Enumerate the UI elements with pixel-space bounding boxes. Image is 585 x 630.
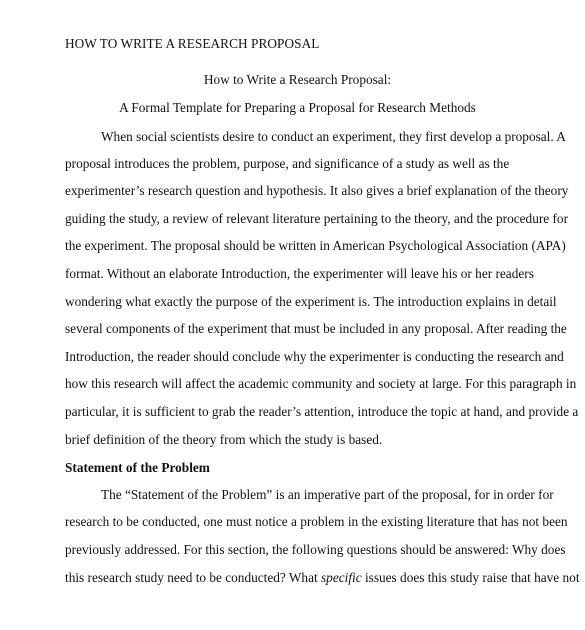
document-header: HOW TO WRITE A RESEARCH PROPOSAL: [65, 36, 320, 51]
intro-line: Introduction, the reader should conclude why the experimenter is conducting the research and: [65, 349, 564, 364]
text-run: issues does this study raise that have not: [361, 570, 580, 585]
page-fade-overlay: [0, 594, 585, 630]
emphasis-text: specific: [321, 570, 362, 585]
intro-line: wondering what exactly the purpose of the experiment is. The introduction explains in detail: [65, 294, 557, 309]
document-title: How to Write a Research Proposal:: [203, 72, 392, 87]
intro-line: When social scientists desire to conduct an experiment, they first develop a proposal. A: [101, 129, 566, 144]
intro-line: particular, it is sufficient to grab the reader’s attention, introduce the topic at hand, and provide a: [65, 404, 579, 419]
section-heading: Statement of the Problem: [65, 460, 210, 475]
intro-line: the experiment. The proposal should be written in American Psychological Association (APA): [65, 238, 566, 253]
problem-line-last: [65, 570, 580, 586]
intro-line: brief definition of the theory from which the study is based.: [65, 432, 383, 447]
problem-line: previously addressed. For this section, the following questions should be answered: Why does: [65, 542, 566, 557]
intro-line: guiding the study, a review of relevant literature pertaining to the theory, and the procedure for: [65, 211, 569, 226]
text-run: this research study need to be conducted? What: [65, 570, 321, 585]
problem-line: The “Statement of the Problem” is an imperative part of the proposal, for in order for: [101, 487, 554, 502]
intro-line: experimenter’s research question and hypothesis. It also gives a brief explanation of the theory: [65, 183, 569, 198]
intro-line: several components of the experiment that must be included in any proposal. After reading the: [65, 321, 567, 336]
intro-line: format. Without an elaborate Introduction, the experimenter will leave his or her readers: [65, 266, 534, 281]
intro-line: how this research will affect the academic community and society at large. For this paragraph in: [65, 376, 577, 391]
problem-line: research to be conducted, one must notice a problem in the existing literature that has not been: [65, 514, 568, 529]
document-subtitle: A Formal Template for Preparing a Proposal for Research Methods: [119, 100, 476, 115]
intro-line: proposal introduces the problem, purpose, and significance of a study as well as the: [65, 156, 510, 171]
